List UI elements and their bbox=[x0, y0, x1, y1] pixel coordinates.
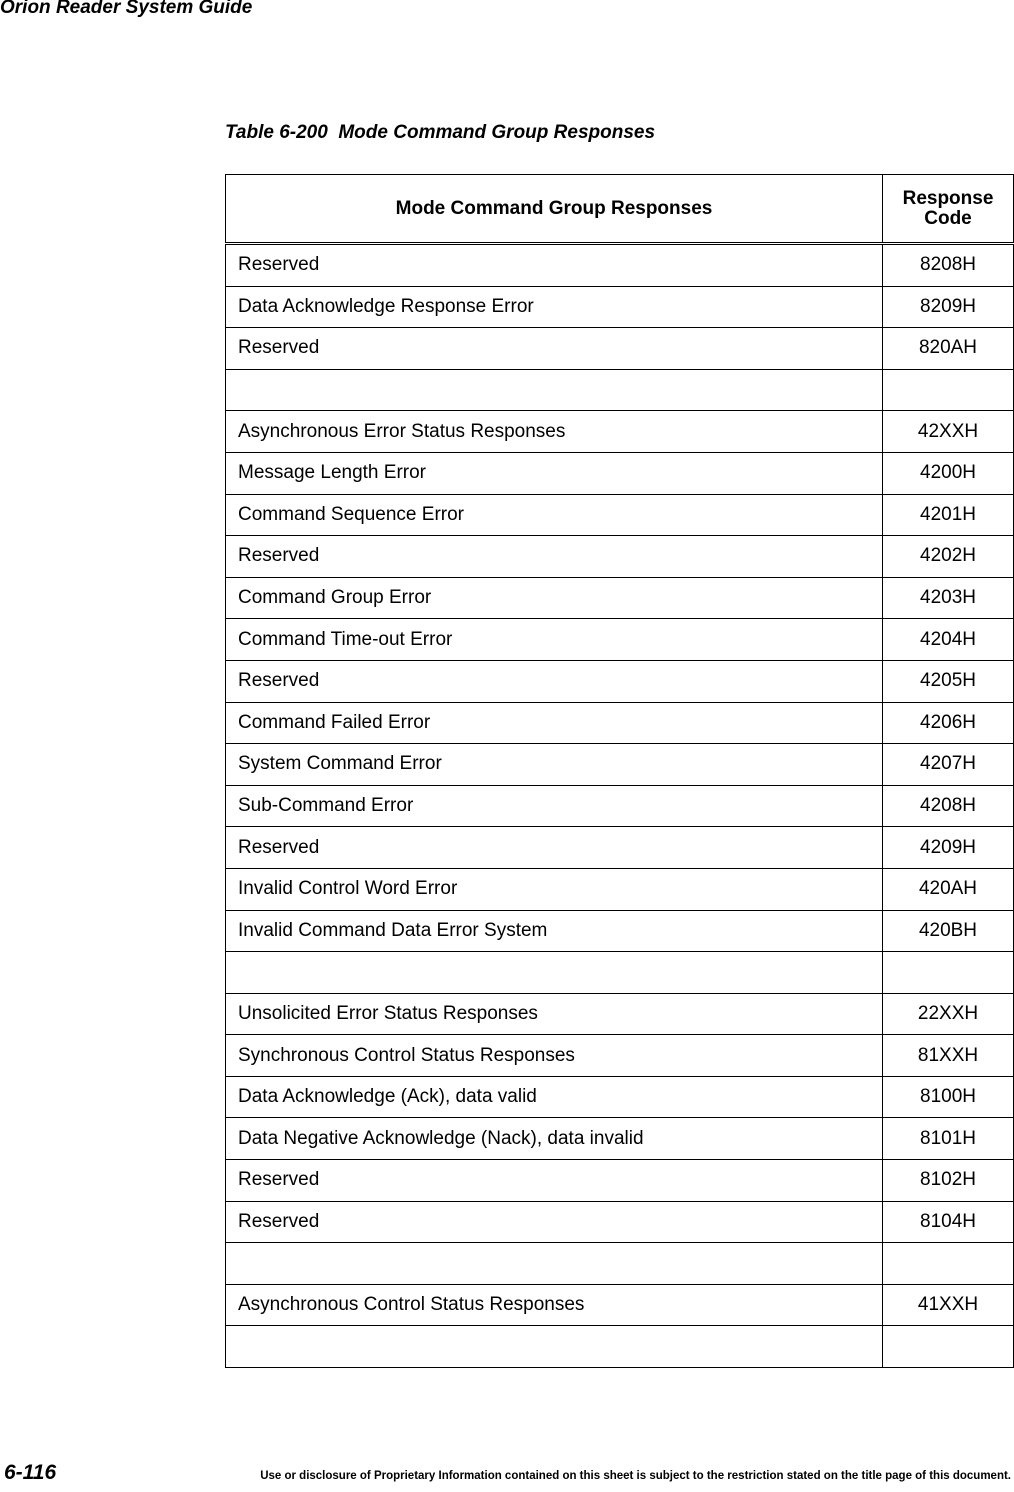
table-row bbox=[226, 619, 1014, 661]
row-response-code: 22XXH bbox=[883, 993, 1014, 1035]
table-row bbox=[226, 702, 1014, 744]
table-row bbox=[226, 369, 1014, 411]
proprietary-notice: Use or disclosure of Proprietary Information contained on this sheet is subject to the restriction stated on the title page of this document. bbox=[260, 1470, 1011, 1482]
row-description: Unsolicited Error Status Responses bbox=[226, 993, 883, 1035]
table-row bbox=[226, 1160, 1014, 1202]
table-row bbox=[226, 827, 1014, 869]
row-description: Sub-Command Error bbox=[226, 785, 883, 827]
row-description: Reserved bbox=[226, 328, 883, 370]
row-description: Data Acknowledge Response Error bbox=[226, 286, 883, 328]
row-description bbox=[226, 369, 883, 411]
table-row bbox=[226, 952, 1014, 994]
row-description bbox=[226, 1243, 883, 1285]
row-description bbox=[226, 952, 883, 994]
row-description: Reserved bbox=[226, 1201, 883, 1243]
row-response-code bbox=[883, 952, 1014, 994]
row-description: Invalid Command Data Error System bbox=[226, 910, 883, 952]
table-row bbox=[226, 993, 1014, 1035]
row-description: Reserved bbox=[226, 244, 883, 287]
row-description: Reserved bbox=[226, 827, 883, 869]
row-response-code: 4208H bbox=[883, 785, 1014, 827]
table-row bbox=[226, 868, 1014, 910]
table-row bbox=[226, 1118, 1014, 1160]
table-row bbox=[226, 494, 1014, 536]
row-response-code: 41XXH bbox=[883, 1284, 1014, 1326]
column-header-response-code bbox=[883, 175, 1014, 244]
row-description: Asynchronous Control Status Responses bbox=[226, 1284, 883, 1326]
table-caption: Table 6-200 Mode Command Group Responses bbox=[225, 122, 656, 143]
table-row bbox=[226, 1326, 1014, 1368]
table-row bbox=[226, 1076, 1014, 1118]
table-row bbox=[226, 660, 1014, 702]
row-description: Data Acknowledge (Ack), data valid bbox=[226, 1076, 883, 1118]
row-response-code: 8208H bbox=[883, 244, 1014, 287]
row-description: Asynchronous Error Status Responses bbox=[226, 411, 883, 453]
responses-table bbox=[225, 174, 1014, 1368]
row-response-code: 4200H bbox=[883, 452, 1014, 494]
row-response-code: 4206H bbox=[883, 702, 1014, 744]
row-response-code: 8101H bbox=[883, 1118, 1014, 1160]
table-row bbox=[226, 328, 1014, 370]
row-response-code: 8209H bbox=[883, 286, 1014, 328]
row-response-code: 420BH bbox=[883, 910, 1014, 952]
row-response-code: 42XXH bbox=[883, 411, 1014, 453]
table-row bbox=[226, 1035, 1014, 1077]
table-row bbox=[226, 785, 1014, 827]
table-row bbox=[226, 244, 1014, 287]
row-response-code: 4203H bbox=[883, 577, 1014, 619]
running-header-title: Orion Reader System Guide bbox=[0, 0, 253, 18]
table-row bbox=[226, 286, 1014, 328]
table-row bbox=[226, 744, 1014, 786]
row-response-code: 420AH bbox=[883, 868, 1014, 910]
table-row bbox=[226, 577, 1014, 619]
table-row bbox=[226, 411, 1014, 453]
row-description: Command Sequence Error bbox=[226, 494, 883, 536]
row-response-code: 820AH bbox=[883, 328, 1014, 370]
column-header-description: Mode Command Group Responses bbox=[226, 175, 883, 244]
row-description: Data Negative Acknowledge (Nack), data invalid bbox=[226, 1118, 883, 1160]
row-description: Reserved bbox=[226, 536, 883, 578]
column-header-code-line2: Code bbox=[924, 207, 972, 229]
table-row bbox=[226, 910, 1014, 952]
page-number: 6-116 bbox=[4, 1461, 57, 1484]
row-response-code: 8100H bbox=[883, 1076, 1014, 1118]
row-response-code: 8104H bbox=[883, 1201, 1014, 1243]
table-header-row bbox=[226, 175, 1014, 244]
row-response-code bbox=[883, 369, 1014, 411]
table-body bbox=[226, 244, 1014, 1368]
row-description: Command Time-out Error bbox=[226, 619, 883, 661]
responses-table-container bbox=[225, 174, 1013, 1368]
row-description bbox=[226, 1326, 883, 1368]
row-response-code bbox=[883, 1326, 1014, 1368]
row-description: Invalid Control Word Error bbox=[226, 868, 883, 910]
row-description: Message Length Error bbox=[226, 452, 883, 494]
row-response-code: 81XXH bbox=[883, 1035, 1014, 1077]
table-row bbox=[226, 1284, 1014, 1326]
row-response-code: 4201H bbox=[883, 494, 1014, 536]
row-response-code: 4204H bbox=[883, 619, 1014, 661]
row-description: Command Group Error bbox=[226, 577, 883, 619]
row-response-code: 4207H bbox=[883, 744, 1014, 786]
row-response-code: 4202H bbox=[883, 536, 1014, 578]
table-row bbox=[226, 452, 1014, 494]
table-row bbox=[226, 1201, 1014, 1243]
row-description: Command Failed Error bbox=[226, 702, 883, 744]
table-row bbox=[226, 536, 1014, 578]
row-response-code bbox=[883, 1243, 1014, 1285]
row-description: System Command Error bbox=[226, 744, 883, 786]
row-description: Reserved bbox=[226, 1160, 883, 1202]
row-response-code: 4209H bbox=[883, 827, 1014, 869]
row-description: Synchronous Control Status Responses bbox=[226, 1035, 883, 1077]
table-row bbox=[226, 1243, 1014, 1285]
row-description: Reserved bbox=[226, 660, 883, 702]
column-header-code-line1: Response bbox=[902, 187, 994, 209]
row-response-code: 4205H bbox=[883, 660, 1014, 702]
row-response-code: 8102H bbox=[883, 1160, 1014, 1202]
